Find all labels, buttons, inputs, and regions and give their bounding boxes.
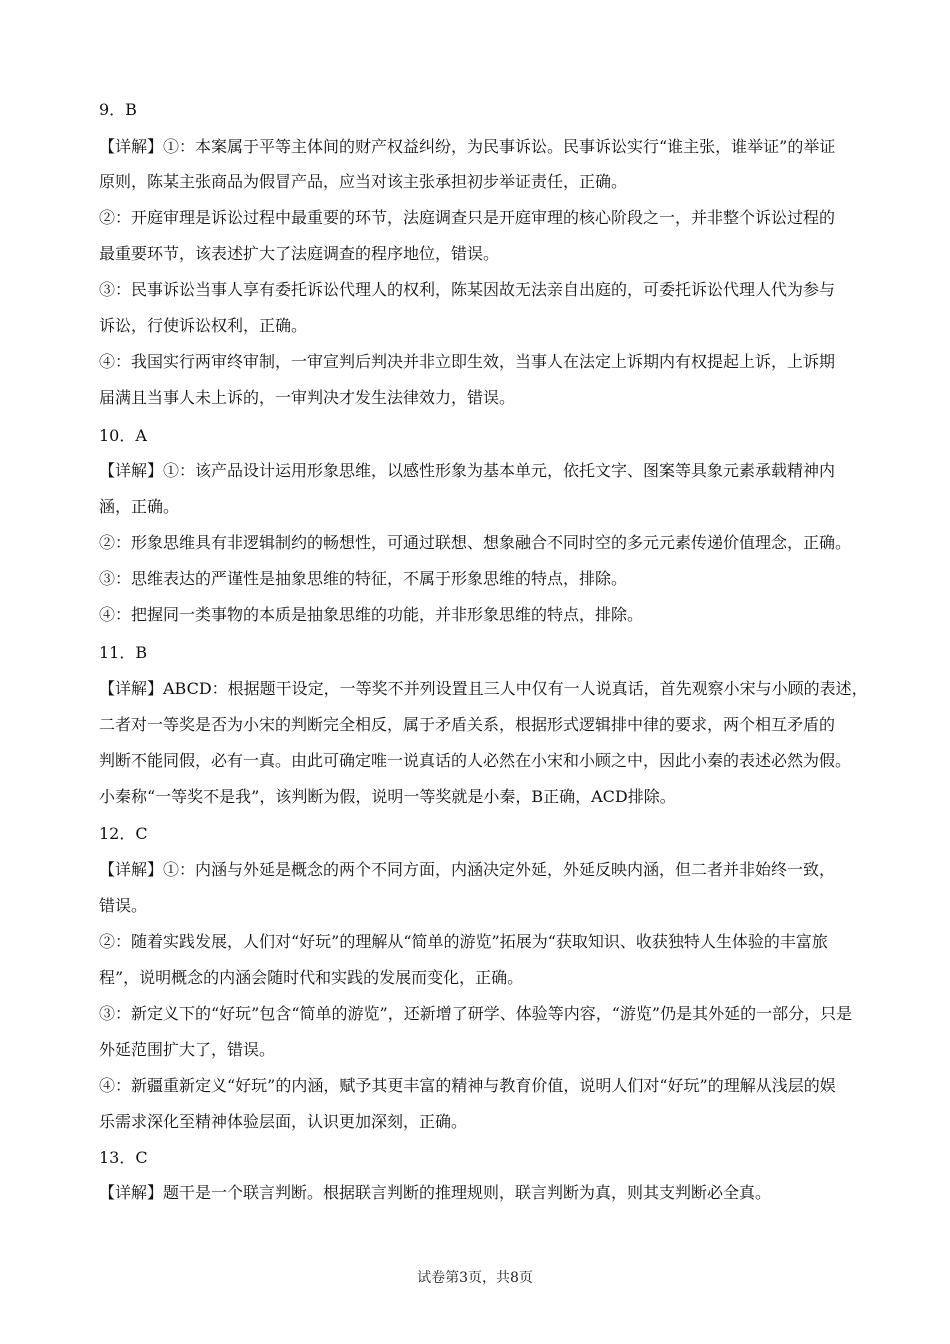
explanation-line: 乐需求深化至精神体验层面，认识更加深刻，正确。 bbox=[99, 1112, 468, 1131]
explanation-line: 最重要环节，该表述扩大了法庭调查的程序地位，错误。 bbox=[99, 244, 500, 263]
question-number: 11．B bbox=[99, 643, 148, 662]
explanation-line: ④：把握同一类事物的本质是抽象思维的功能，并非形象思维的特点，排除。 bbox=[99, 605, 644, 624]
page-footer: 试卷第3页，共8页 bbox=[417, 1270, 533, 1286]
explanation-line: 【详解】①：本案属于平等主体间的财产权益纠纷，为民事诉讼。民事诉讼实行“谁主张，谁举证”的举证 bbox=[99, 137, 836, 156]
explanation-line: ②：随着实践发展，人们对“好玩”的理解从“简单的游览”拓展为“获取知识、收获独特人生体验的丰富旅 bbox=[99, 932, 828, 951]
explanation-line: ③：新定义下的“好玩”包含“简单的游览”，还新增了研学、体验等内容，“游览”仍是其外延的一部分，只是 bbox=[99, 1004, 853, 1023]
explanation-line: ③：民事诉讼当事人享有委托诉讼代理人的权利，陈某因故无法亲自出庭的，可委托诉讼代理人代为参与 bbox=[99, 280, 836, 299]
question-number: 13．C bbox=[99, 1148, 148, 1167]
explanation-line: 【详解】①：该产品设计运用形象思维，以感性形象为基本单元，依托文字、图案等具象元素承载精神内 bbox=[99, 461, 836, 480]
explanation-line: 小秦称“一等奖不是我”，该判断为假，说明一等奖就是小秦，B正确，ACD排除。 bbox=[99, 787, 676, 806]
question-number: 10．A bbox=[99, 426, 147, 445]
explanation-line: 届满且当事人未上诉的，一审判决才发生法律效力，错误。 bbox=[99, 388, 516, 407]
explanation-line: 外延范围扩大了，错误。 bbox=[99, 1040, 276, 1059]
explanation-line: 判断不能同假，必有一真。由此可确定唯一说真话的人必然在小宋和小顾之中，因此小秦的表述必然为假。 bbox=[99, 751, 852, 770]
question-number: 9．B bbox=[99, 100, 137, 119]
explanation-line: ②：形象思维具有非逻辑制约的畅想性，可通过联想、想象融合不同时空的多元元素传递价值理念，正确。 bbox=[99, 533, 852, 552]
explanation-line: 错误。 bbox=[99, 896, 148, 915]
explanation-line: ②：开庭审理是诉讼过程中最重要的环节，法庭调查只是开庭审理的核心阶段之一，并非整个诉讼过程的 bbox=[99, 208, 836, 227]
explanation-line: 二者对一等奖是否为小宋的判断完全相反，属于矛盾关系，根据形式逻辑排中律的要求，两个相互矛盾的 bbox=[99, 715, 836, 734]
explanation-line: 【详解】题干是一个联言判断。根据联言判断的推理规则，联言判断为真，则其支判断必全真。 bbox=[99, 1183, 772, 1202]
explanation-line: 程”，说明概念的内涵会随时代和实践的发展而变化，正确。 bbox=[99, 968, 524, 987]
explanation-line: ④：新疆重新定义“好玩”的内涵，赋予其更丰富的精神与教育价值，说明人们对“好玩”的理解从浅层的娱 bbox=[99, 1076, 836, 1095]
explanation-line: ③：思维表达的严谨性是抽象思维的特征，不属于形象思维的特点，排除。 bbox=[99, 569, 628, 588]
question-number: 12．C bbox=[99, 824, 148, 843]
explanation-line: 【详解】①：内涵与外延是概念的两个不同方面，内涵决定外延，外延反映内涵，但二者并非始终一致， bbox=[99, 860, 836, 879]
explanation-line: 涵，正确。 bbox=[99, 497, 180, 516]
explanation-line: 原则，陈某主张商品为假冒产品，应当对该主张承担初步举证责任，正确。 bbox=[99, 172, 628, 191]
explanation-line: 诉讼，行使诉讼权利，正确。 bbox=[99, 316, 308, 335]
explanation-line: 【详解】ABCD：根据题干设定，一等奖不并列设置且三人中仅有一人说真话，首先观察小宋与小顾的表述， bbox=[99, 679, 868, 698]
explanation-line: ④：我国实行两审终审制，一审宣判后判决并非立即生效，当事人在法定上诉期内有权提起上诉，上诉期 bbox=[99, 352, 836, 371]
